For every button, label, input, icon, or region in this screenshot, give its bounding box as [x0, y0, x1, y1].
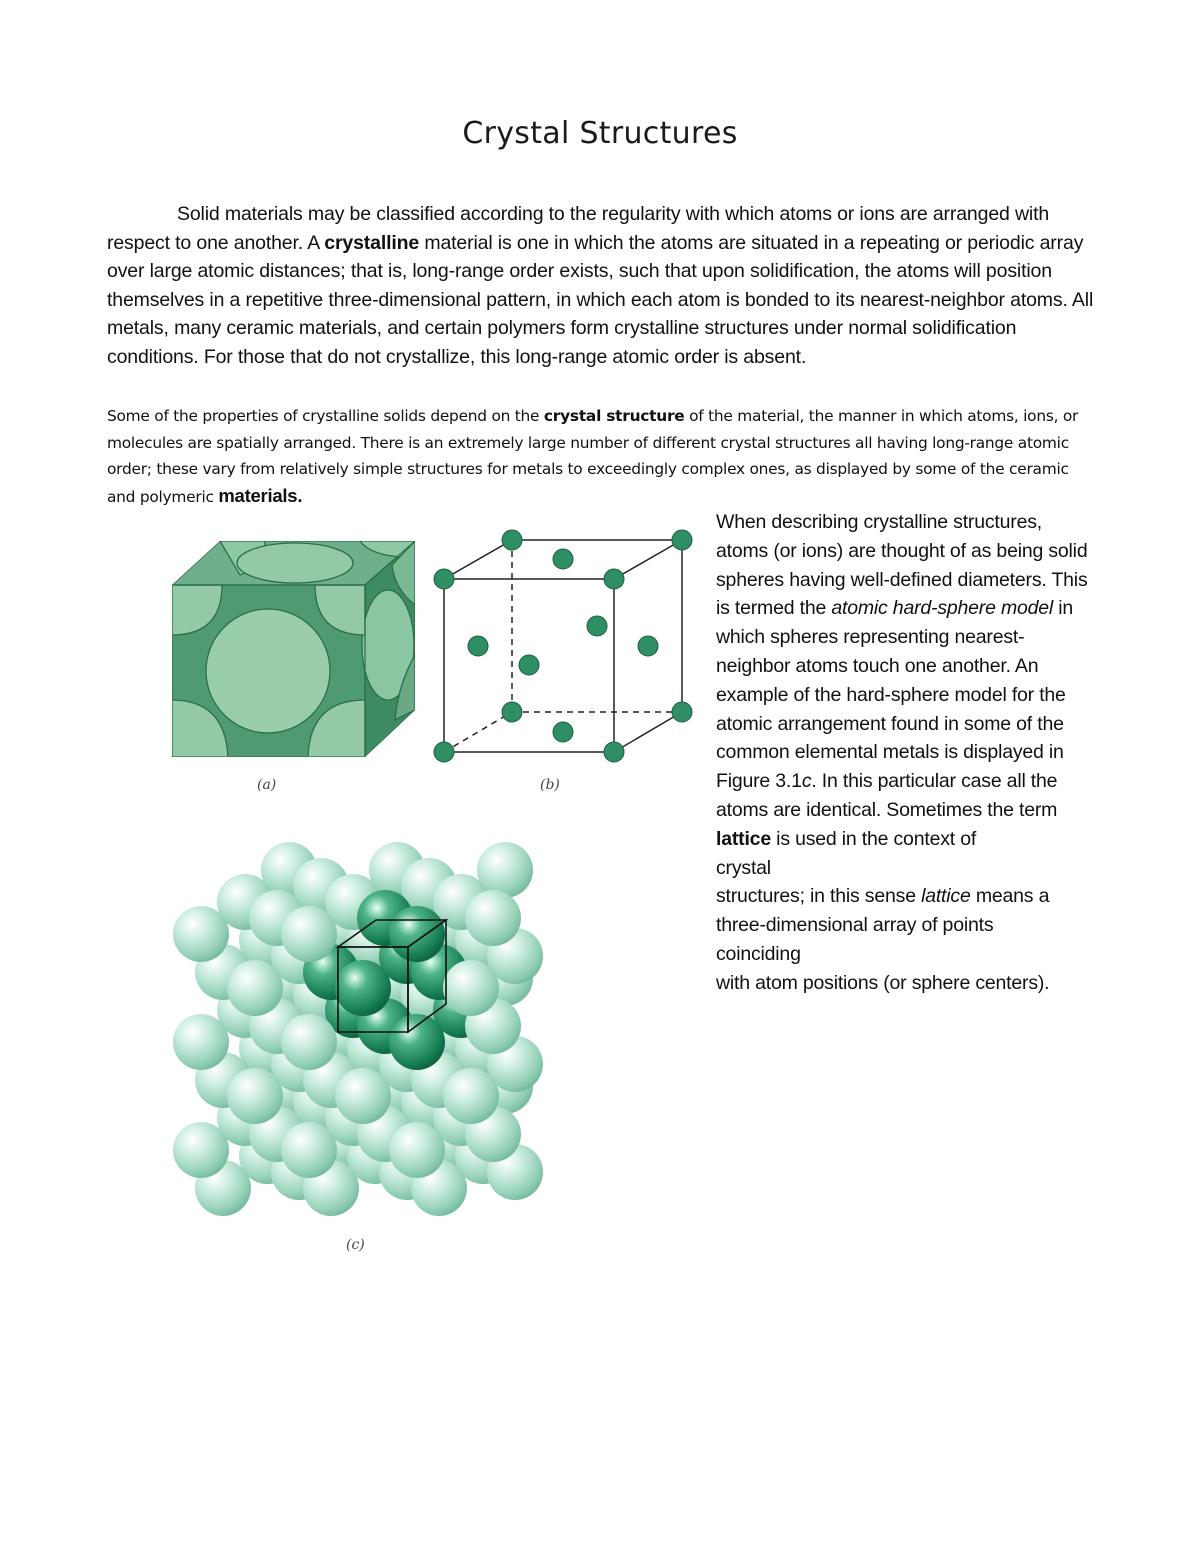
p3-part3: . In this particular case all the atoms are identical. Sometimes the term	[716, 770, 1058, 821]
atom-sphere	[281, 906, 337, 962]
atom-sphere	[335, 1068, 391, 1124]
p3-part6: means a three-dimensional array of points	[716, 885, 1050, 937]
p3-italic-c: c	[801, 770, 812, 793]
caption-c: (c)	[346, 1237, 365, 1253]
p3-line-coinciding: coinciding	[716, 942, 801, 965]
unit-cell-atom	[389, 906, 445, 962]
term-crystal-structure: crystal structure	[543, 407, 685, 425]
hard-sphere-paragraph	[716, 508, 1096, 998]
crystal-structure-paragraph	[107, 403, 1097, 510]
paragraph1-text-end: material is one in which the atoms are situated in a repeating or periodic array over large atomic distances; that is, long-range order exists, such that upon solidification, the atoms will position themselves in a repetitive three-dimensional pattern, in which each atom is bonded to its nearest-neighbor atoms. All metals, many ceramic materials, and certain polymers form crystalline structures under normal solidification conditions. For those that do not crystallize, this long-range atomic order is absent.	[107, 231, 1094, 368]
paragraph2-last-word: materials.	[218, 484, 303, 506]
unit-cell-atom	[389, 1014, 445, 1070]
paragraph2-text-start: Some of the properties of crystalline solids depend on the	[107, 407, 544, 425]
atom-sphere	[227, 1068, 283, 1124]
caption-a: (a)	[257, 777, 277, 793]
p3-part7: with atom positions (or sphere centers).	[716, 971, 1050, 994]
term-crystalline: crystalline	[324, 231, 420, 254]
atom-sphere	[173, 906, 229, 962]
atom-sphere	[465, 890, 521, 946]
atom-sphere	[443, 1068, 499, 1124]
p3-part2: in which spheres representing nearest-neighbor atoms touch one another. An example of the hard-sphere model for the atomic arrangement found in some of the common elemental metals is displayed in Figure 3.1	[716, 597, 1074, 793]
p3-part1: When describing crystalline structures, atoms (or ions) are thought of as being solid spheres having well-defined diameters. This is termed the	[716, 511, 1088, 620]
atom-sphere	[443, 960, 499, 1016]
p3-part5: structures; in this sense	[716, 885, 922, 908]
paragraph1-text-start: Solid materials may be classified according to the regularity with which atoms or ions are arranged with respect to one another. A	[107, 203, 1050, 254]
paragraph2-text-middle: of the material, the manner in which atoms, ions, or molecules are spatially arranged. There is an extremely large number of different crystal structures all having long-range atomic order; these vary from relatively simple structures for metals to exceedingly complex ones, as displayed by some of the ceramic and polymeric	[107, 407, 1079, 506]
p3-line-crystal: crystal	[716, 856, 771, 879]
unit-cell-atom	[335, 960, 391, 1016]
p3-italic-lattice: lattice	[921, 885, 971, 908]
p3-italic-atomic-hard-sphere: atomic hard-sphere model	[831, 597, 1054, 620]
atom-sphere	[389, 1122, 445, 1178]
atom-sphere	[173, 1122, 229, 1178]
figure-c-atom-aggregate	[168, 832, 563, 1217]
intro-paragraph	[107, 200, 1097, 372]
sphere-layer	[173, 842, 543, 1216]
atom-sphere	[227, 960, 283, 1016]
atom-sphere	[173, 1014, 229, 1070]
term-lattice: lattice	[716, 827, 771, 850]
atom-sphere	[281, 1122, 337, 1178]
figure-b-reduced-sphere-unit-cell	[432, 528, 697, 773]
figure-a-hard-sphere-unit-cell	[170, 535, 420, 765]
atom-sphere	[281, 1014, 337, 1070]
page-title: Crystal Structures	[462, 116, 738, 151]
p3-part4: is used in the context of	[770, 827, 977, 850]
caption-b: (b)	[540, 777, 560, 793]
